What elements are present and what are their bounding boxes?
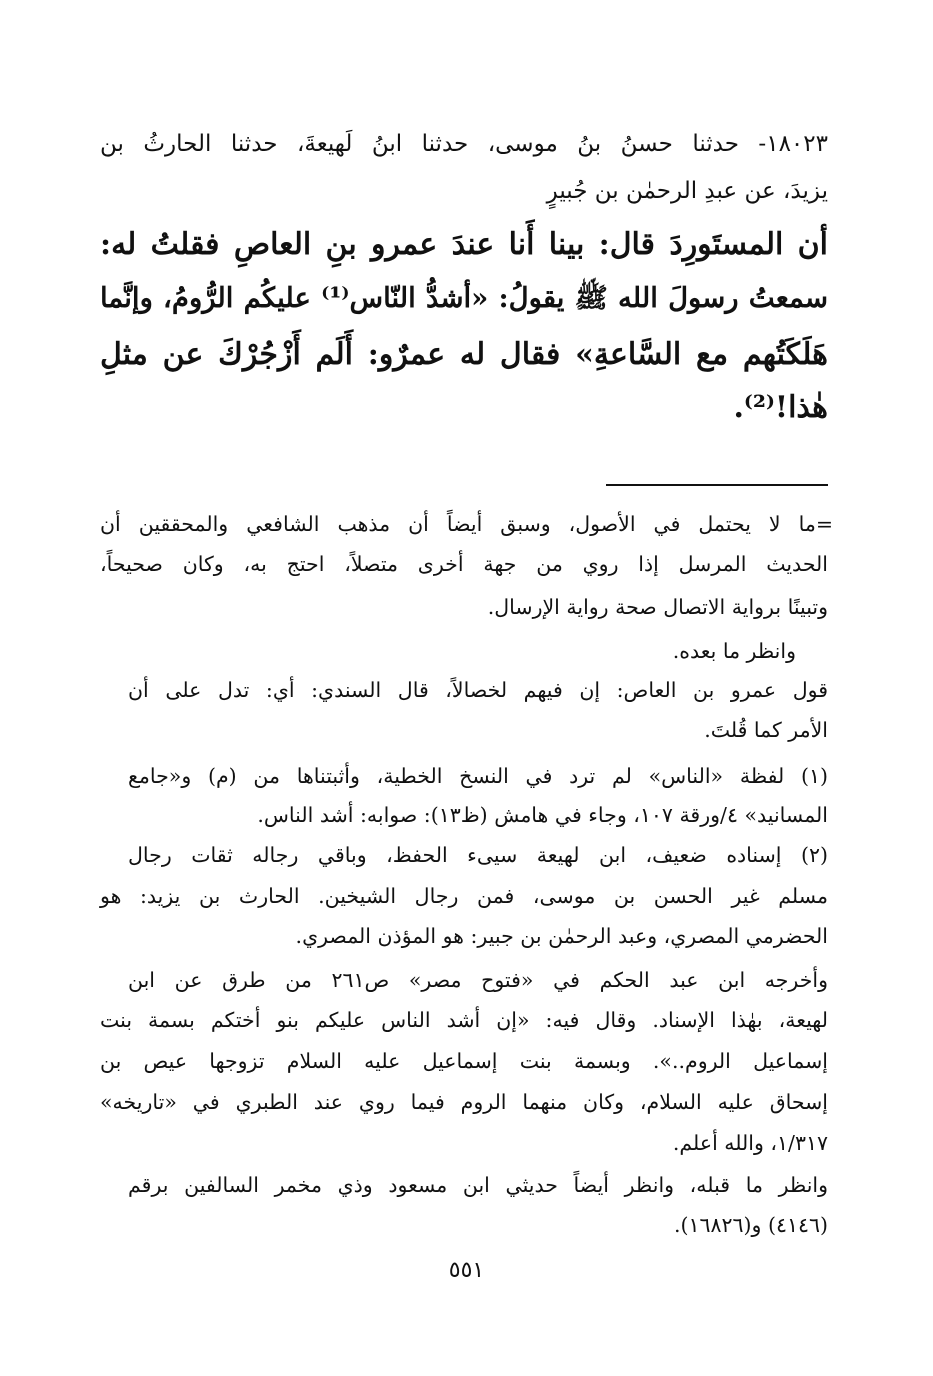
footnote-line: مسلم غير الحسن بن موسى، فمن رجال الشيخين. الحارث بن يزيد: هو [100,884,828,908]
matn-line: سمعتُ رسولَ الله ﷺ يقولُ: «أشدُّ النّاس⁽¹⁾ عليكُم الرُّومُ، وإنَّما [100,282,828,314]
matn-line: هٰذا!⁽²⁾. [733,390,828,425]
footnote-line: وأخرجه ابن عبد الحكم في «فتوح مصر» ص٢٦١ من طرق عن ابن [128,968,828,992]
footnote-line: (٢) إسناده ضعيف، ابن لهيعة سيىء الحفظ، وباقي رجاله ثقات رجال [128,843,828,867]
footnote-line: الحضرمي المصري، وعبد الرحمٰن بن جبير: هو المؤذن المصري. [295,924,828,948]
isnad-line: يزيدَ، عن عبدِ الرحمٰن بن جُبيرٍ [546,178,828,204]
isnad-line: ١٨٠٢٣- حدثنا حسنُ بنُ موسى، حدثنا ابنُ لَهيعةَ، حدثنا الحارثُ بن [100,131,828,157]
footnote-line: إسماعيل الروم..». وبسمة بنت إسماعيل عليه السلام تزوجها عيص بن [100,1049,828,1073]
footnote-separator [606,484,828,486]
footnote-line: وانظر ما بعده. [672,639,796,663]
footnote-line: وانظر ما قبله، وانظر أيضاً حديثي ابن مسعود وذي مخمر السالفين برقم [128,1173,828,1197]
page-number: ٥٥١ [448,1258,485,1283]
footnote-line: إسحاق عليه السلام، وكان منهما الروم فيما روي عند الطبري في «تاريخه» [100,1090,828,1114]
footnote-line: (٤١٤٦) و(١٦٨٢٦). [673,1213,828,1237]
footnote-line: لهيعة، بهٰذا الإسناد. وقال فيه: «إن أشد الناس عليكم بنو أختكم بسمة بنت [100,1008,828,1032]
matn-line: هَلَكَتُهم مع السَّاعةِ» فقال له عمرٌو: أَلَم أَزْجُرْكَ عن مثلِ [100,337,828,372]
matn-line: أن المستَورِدَ قال: بينا أَنا عندَ عمرو بنِ العاصِ فقلتُ له: [100,227,828,262]
footnote-line: ١/٣١٧، والله أعلم. [672,1131,828,1155]
footnote-line: (١) لفظة «الناس» لم ترد في النسخ الخطية، وأثبتناها من (م) و«جامع [128,764,828,788]
footnote-line: =ما لا يحتمل في الأصول، وسبق أيضاً أن مذهب الشافعي والمحققين أن [100,512,833,536]
footnote-line: الأمر كما قُلتَ. [704,718,828,742]
footnote-line: وتبينًا برواية الاتصال صحة رواية الإرسال. [487,595,828,619]
footnote-line: قول عمرو بن العاص: إن فيهم لخصالاً، قال السندي: أي: تدل على أن [128,678,828,702]
footnote-line: الحديث المرسل إذا روي من جهة أخرى متصلاً، احتج به، وكان صحيحاً، [100,552,828,576]
footnote-line: المسانيد» ٤/ورقة ١٠٧، وجاء في هامش (ظ١٣): صوابه: أشد الناس. [257,803,828,827]
